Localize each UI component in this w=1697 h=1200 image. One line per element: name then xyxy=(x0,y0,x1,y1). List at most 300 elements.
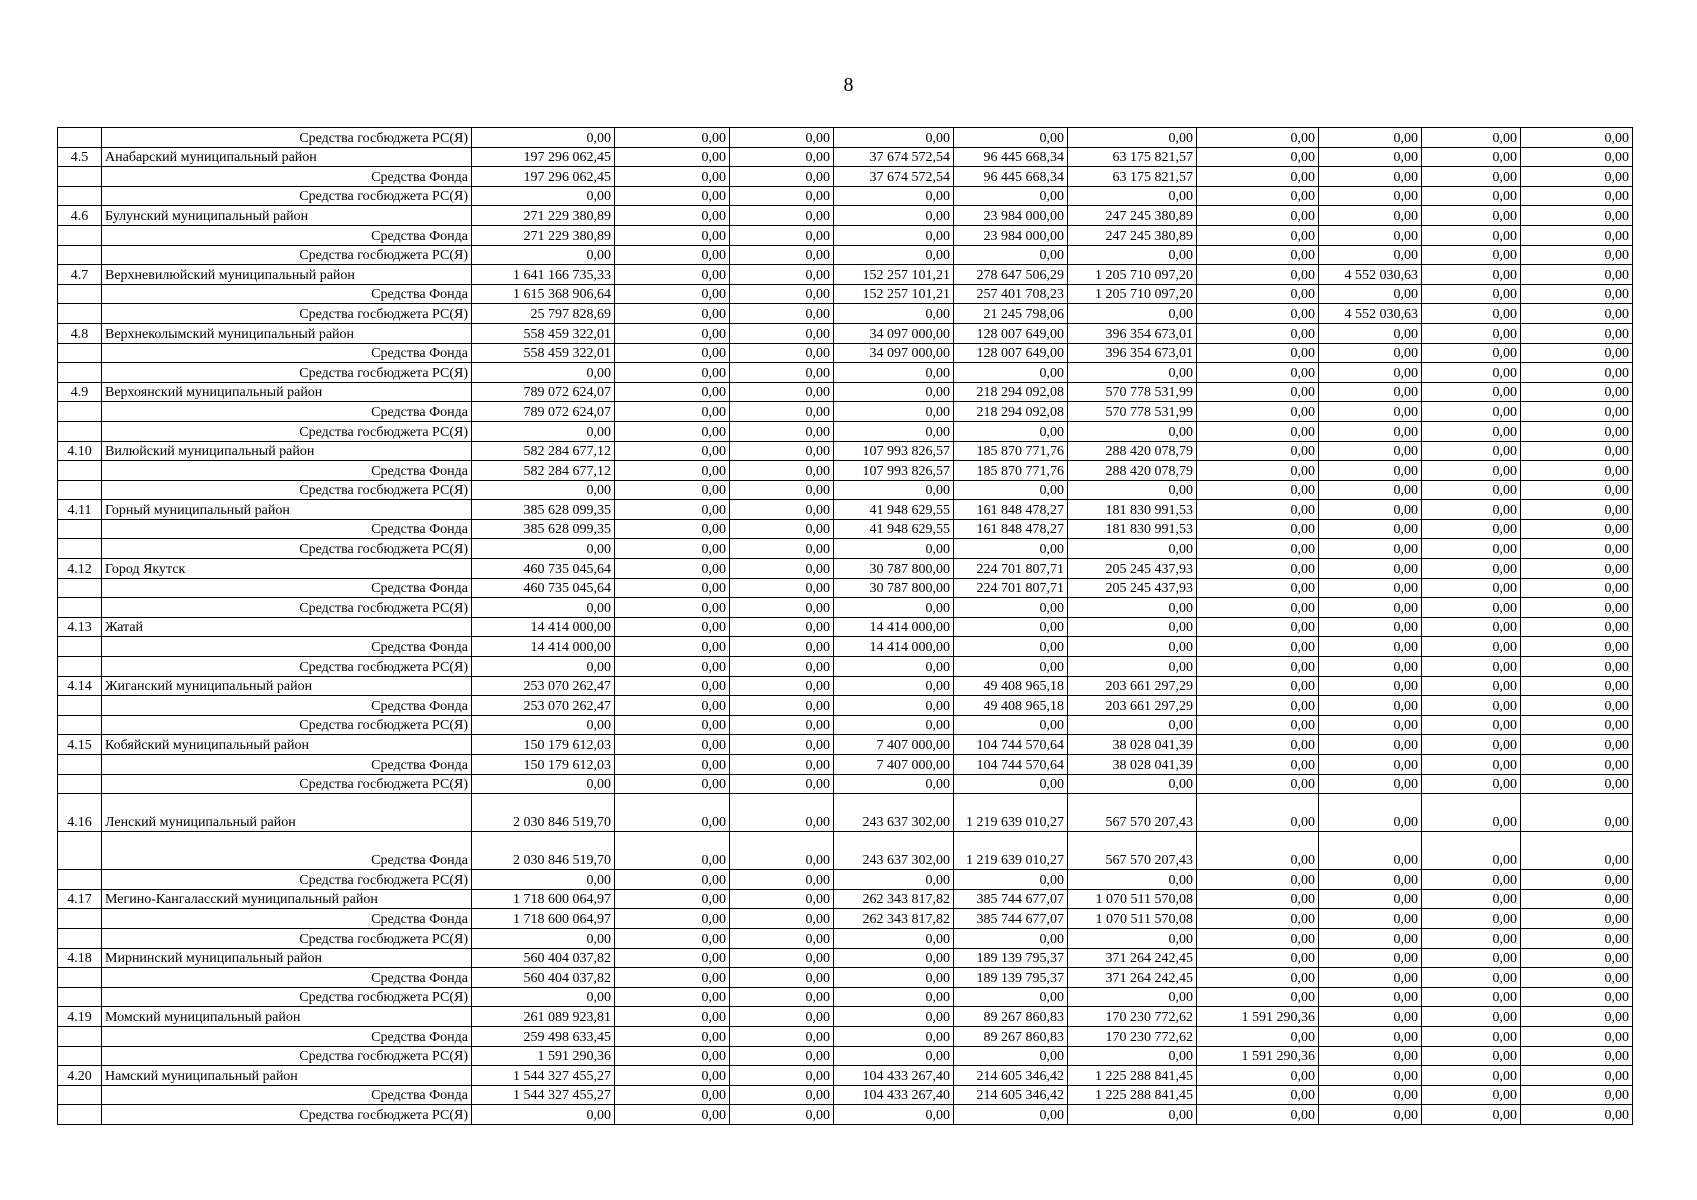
amount-cell: 0,00 xyxy=(1319,696,1422,716)
amount-cell: 0,00 xyxy=(1319,421,1422,441)
amount-cell: 0,00 xyxy=(1319,363,1422,383)
funding-source-name: Средства госбюджета РС(Я) xyxy=(102,304,472,324)
amount-cell: 0,00 xyxy=(1197,186,1319,206)
amount-cell: 0,00 xyxy=(1319,147,1422,167)
amount-cell: 0,00 xyxy=(1197,1085,1319,1105)
amount-cell: 0,00 xyxy=(1068,617,1197,637)
amount-cell: 0,00 xyxy=(615,735,730,755)
amount-cell: 0,00 xyxy=(615,755,730,775)
funding-source-name: Средства госбюджета РС(Я) xyxy=(102,539,472,559)
row-index: 4.11 xyxy=(58,500,102,520)
funding-source-name: Средства Фонда xyxy=(102,832,472,870)
amount-cell: 0,00 xyxy=(615,1105,730,1125)
amount-cell: 0,00 xyxy=(730,186,834,206)
amount-cell: 0,00 xyxy=(472,774,615,794)
amount-cell: 0,00 xyxy=(1319,928,1422,948)
amount-cell: 0,00 xyxy=(615,715,730,735)
funding-source-name: Средства госбюджета РС(Я) xyxy=(102,774,472,794)
amount-cell: 0,00 xyxy=(1197,578,1319,598)
funding-source-name: Средства госбюджета РС(Я) xyxy=(102,421,472,441)
amount-cell: 0,00 xyxy=(834,1105,954,1125)
amount-cell: 0,00 xyxy=(1068,304,1197,324)
amount-cell: 214 605 346,42 xyxy=(954,1085,1068,1105)
row-index xyxy=(58,245,102,265)
amount-cell: 0,00 xyxy=(834,480,954,500)
funding-source-row xyxy=(58,402,1633,422)
funding-source-row xyxy=(58,421,1633,441)
amount-cell: 385 744 677,07 xyxy=(954,889,1068,909)
amount-cell: 128 007 649,00 xyxy=(954,323,1068,343)
amount-cell: 0,00 xyxy=(1068,480,1197,500)
amount-cell: 0,00 xyxy=(615,167,730,187)
amount-cell: 0,00 xyxy=(834,402,954,422)
amount-cell: 0,00 xyxy=(1319,245,1422,265)
amount-cell: 0,00 xyxy=(730,363,834,383)
amount-cell: 0,00 xyxy=(1319,637,1422,657)
funding-source-row xyxy=(58,480,1633,500)
row-index xyxy=(58,539,102,559)
district-row xyxy=(58,1066,1633,1086)
amount-cell: 0,00 xyxy=(730,1007,834,1027)
amount-cell: 0,00 xyxy=(834,696,954,716)
amount-cell: 0,00 xyxy=(1197,519,1319,539)
funding-source-name: Средства Фонда xyxy=(102,519,472,539)
amount-cell: 0,00 xyxy=(730,928,834,948)
district-name: Горный муниципальный район xyxy=(102,500,472,520)
amount-cell: 0,00 xyxy=(1319,598,1422,618)
amount-cell: 205 245 437,93 xyxy=(1068,559,1197,579)
amount-cell: 30 787 800,00 xyxy=(834,578,954,598)
amount-cell: 570 778 531,99 xyxy=(1068,402,1197,422)
row-index xyxy=(58,461,102,481)
amount-cell: 0,00 xyxy=(834,1046,954,1066)
district-row xyxy=(58,794,1633,832)
amount-cell: 0,00 xyxy=(1422,1066,1521,1086)
amount-cell: 271 229 380,89 xyxy=(472,225,615,245)
amount-cell: 0,00 xyxy=(615,500,730,520)
amount-cell: 63 175 821,57 xyxy=(1068,147,1197,167)
amount-cell: 0,00 xyxy=(1521,363,1633,383)
amount-cell: 253 070 262,47 xyxy=(472,696,615,716)
amount-cell: 0,00 xyxy=(1197,889,1319,909)
amount-cell: 0,00 xyxy=(1319,889,1422,909)
amount-cell: 0,00 xyxy=(615,284,730,304)
amount-cell: 0,00 xyxy=(730,480,834,500)
district-name: Верхоянский муниципальный район xyxy=(102,382,472,402)
amount-cell: 0,00 xyxy=(730,128,834,148)
amount-cell: 0,00 xyxy=(1521,578,1633,598)
amount-cell: 0,00 xyxy=(1319,128,1422,148)
amount-cell: 0,00 xyxy=(1197,735,1319,755)
funding-source-name: Средства Фонда xyxy=(102,402,472,422)
row-index xyxy=(58,598,102,618)
amount-cell: 0,00 xyxy=(834,128,954,148)
amount-cell: 0,00 xyxy=(1319,480,1422,500)
amount-cell: 104 433 267,40 xyxy=(834,1085,954,1105)
amount-cell: 0,00 xyxy=(1197,928,1319,948)
amount-cell: 0,00 xyxy=(1422,382,1521,402)
funding-source-row xyxy=(58,461,1633,481)
district-row xyxy=(58,265,1633,285)
amount-cell: 0,00 xyxy=(615,968,730,988)
amount-cell: 205 245 437,93 xyxy=(1068,578,1197,598)
amount-cell: 0,00 xyxy=(834,363,954,383)
amount-cell: 0,00 xyxy=(1422,832,1521,870)
funding-source-name: Средства Фонда xyxy=(102,1026,472,1046)
funding-source-row xyxy=(58,598,1633,618)
amount-cell: 560 404 037,82 xyxy=(472,968,615,988)
district-row xyxy=(58,323,1633,343)
amount-cell: 0,00 xyxy=(1521,928,1633,948)
amount-cell: 1 641 166 735,33 xyxy=(472,265,615,285)
amount-cell: 288 420 078,79 xyxy=(1068,461,1197,481)
row-index xyxy=(58,363,102,383)
amount-cell: 0,00 xyxy=(615,870,730,890)
amount-cell: 0,00 xyxy=(1319,167,1422,187)
amount-cell: 1 718 600 064,97 xyxy=(472,889,615,909)
district-row xyxy=(58,500,1633,520)
district-row xyxy=(58,441,1633,461)
amount-cell: 0,00 xyxy=(1521,421,1633,441)
district-name: Момский муниципальный район xyxy=(102,1007,472,1027)
amount-cell: 0,00 xyxy=(1197,617,1319,637)
amount-cell: 0,00 xyxy=(1521,870,1633,890)
amount-cell: 0,00 xyxy=(834,1026,954,1046)
funding-source-name: Средства Фонда xyxy=(102,578,472,598)
amount-cell: 0,00 xyxy=(730,774,834,794)
row-index xyxy=(58,657,102,677)
amount-cell: 0,00 xyxy=(730,715,834,735)
amount-cell: 0,00 xyxy=(1422,323,1521,343)
funding-source-row xyxy=(58,774,1633,794)
amount-cell: 0,00 xyxy=(954,987,1068,1007)
amount-cell: 0,00 xyxy=(954,1046,1068,1066)
amount-cell: 0,00 xyxy=(1319,909,1422,929)
amount-cell: 558 459 322,01 xyxy=(472,343,615,363)
amount-cell: 1 591 290,36 xyxy=(1197,1046,1319,1066)
amount-cell: 0,00 xyxy=(1422,245,1521,265)
amount-cell: 0,00 xyxy=(615,617,730,637)
amount-cell: 0,00 xyxy=(1521,206,1633,226)
amount-cell: 161 848 478,27 xyxy=(954,519,1068,539)
amount-cell: 0,00 xyxy=(730,500,834,520)
amount-cell: 0,00 xyxy=(1521,657,1633,677)
amount-cell: 1 591 290,36 xyxy=(1197,1007,1319,1027)
amount-cell: 0,00 xyxy=(1422,948,1521,968)
amount-cell: 0,00 xyxy=(954,245,1068,265)
funding-source-name: Средства госбюджета РС(Я) xyxy=(102,245,472,265)
district-row xyxy=(58,382,1633,402)
district-row xyxy=(58,206,1633,226)
amount-cell: 23 984 000,00 xyxy=(954,206,1068,226)
amount-cell: 203 661 297,29 xyxy=(1068,696,1197,716)
amount-cell: 185 870 771,76 xyxy=(954,441,1068,461)
amount-cell: 0,00 xyxy=(615,1066,730,1086)
amount-cell: 0,00 xyxy=(1319,1026,1422,1046)
amount-cell: 0,00 xyxy=(1422,225,1521,245)
amount-cell: 0,00 xyxy=(730,559,834,579)
amount-cell: 0,00 xyxy=(1197,1026,1319,1046)
amount-cell: 0,00 xyxy=(1422,559,1521,579)
amount-cell: 218 294 092,08 xyxy=(954,382,1068,402)
amount-cell: 0,00 xyxy=(1197,559,1319,579)
amount-cell: 0,00 xyxy=(1197,363,1319,383)
amount-cell: 0,00 xyxy=(730,343,834,363)
funding-source-name: Средства госбюджета РС(Я) xyxy=(102,987,472,1007)
funding-source-name: Средства госбюджета РС(Я) xyxy=(102,598,472,618)
amount-cell: 34 097 000,00 xyxy=(834,323,954,343)
district-name: Верхневилюйский муниципальный район xyxy=(102,265,472,285)
funding-source-row xyxy=(58,128,1633,148)
amount-cell: 0,00 xyxy=(1197,441,1319,461)
amount-cell: 49 408 965,18 xyxy=(954,676,1068,696)
amount-cell: 0,00 xyxy=(954,870,1068,890)
amount-cell: 558 459 322,01 xyxy=(472,323,615,343)
amount-cell: 2 030 846 519,70 xyxy=(472,832,615,870)
amount-cell: 0,00 xyxy=(472,928,615,948)
district-row xyxy=(58,948,1633,968)
amount-cell: 0,00 xyxy=(1197,480,1319,500)
amount-cell: 0,00 xyxy=(1197,755,1319,775)
amount-cell: 0,00 xyxy=(954,774,1068,794)
amount-cell: 0,00 xyxy=(730,323,834,343)
amount-cell: 0,00 xyxy=(615,1007,730,1027)
amount-cell: 1 544 327 455,27 xyxy=(472,1066,615,1086)
amount-cell: 0,00 xyxy=(1319,1046,1422,1066)
amount-cell: 789 072 624,07 xyxy=(472,402,615,422)
amount-cell: 38 028 041,39 xyxy=(1068,735,1197,755)
amount-cell: 0,00 xyxy=(615,304,730,324)
district-name: Вилюйский муниципальный район xyxy=(102,441,472,461)
amount-cell: 0,00 xyxy=(834,968,954,988)
district-name: Мирнинский муниципальный район xyxy=(102,948,472,968)
amount-cell: 0,00 xyxy=(1422,1026,1521,1046)
amount-cell: 0,00 xyxy=(615,832,730,870)
amount-cell: 0,00 xyxy=(1521,755,1633,775)
amount-cell: 0,00 xyxy=(1197,1105,1319,1125)
amount-cell: 197 296 062,45 xyxy=(472,167,615,187)
amount-cell: 0,00 xyxy=(1319,539,1422,559)
amount-cell: 0,00 xyxy=(1521,1105,1633,1125)
amount-cell: 0,00 xyxy=(730,794,834,832)
amount-cell: 0,00 xyxy=(1068,637,1197,657)
amount-cell: 789 072 624,07 xyxy=(472,382,615,402)
amount-cell: 247 245 380,89 xyxy=(1068,206,1197,226)
row-index xyxy=(58,1085,102,1105)
amount-cell: 0,00 xyxy=(1521,500,1633,520)
funding-source-name: Средства госбюджета РС(Я) xyxy=(102,480,472,500)
amount-cell: 0,00 xyxy=(1068,186,1197,206)
amount-cell: 0,00 xyxy=(1422,1105,1521,1125)
amount-cell: 0,00 xyxy=(834,774,954,794)
amount-cell: 107 993 826,57 xyxy=(834,441,954,461)
amount-cell: 0,00 xyxy=(1422,928,1521,948)
amount-cell: 0,00 xyxy=(1319,794,1422,832)
amount-cell: 0,00 xyxy=(615,559,730,579)
amount-cell: 38 028 041,39 xyxy=(1068,755,1197,775)
row-index: 4.6 xyxy=(58,206,102,226)
amount-cell: 371 264 242,45 xyxy=(1068,948,1197,968)
amount-cell: 0,00 xyxy=(730,1066,834,1086)
budget-table xyxy=(57,127,1633,1125)
amount-cell: 224 701 807,71 xyxy=(954,578,1068,598)
amount-cell: 0,00 xyxy=(834,1007,954,1027)
amount-cell: 0,00 xyxy=(1521,1046,1633,1066)
amount-cell: 0,00 xyxy=(1422,402,1521,422)
amount-cell: 0,00 xyxy=(1319,461,1422,481)
amount-cell: 0,00 xyxy=(730,421,834,441)
row-index xyxy=(58,128,102,148)
amount-cell: 0,00 xyxy=(1521,480,1633,500)
amount-cell: 0,00 xyxy=(1197,265,1319,285)
amount-cell: 0,00 xyxy=(1068,1105,1197,1125)
funding-source-name: Средства госбюджета РС(Я) xyxy=(102,657,472,677)
row-index xyxy=(58,909,102,929)
amount-cell: 0,00 xyxy=(1068,245,1197,265)
amount-cell: 1 070 511 570,08 xyxy=(1068,909,1197,929)
amount-cell: 0,00 xyxy=(954,598,1068,618)
amount-cell: 385 628 099,35 xyxy=(472,500,615,520)
district-name: Намский муниципальный район xyxy=(102,1066,472,1086)
amount-cell: 0,00 xyxy=(1422,598,1521,618)
amount-cell: 0,00 xyxy=(1068,1046,1197,1066)
amount-cell: 0,00 xyxy=(615,1085,730,1105)
amount-cell: 0,00 xyxy=(1422,206,1521,226)
amount-cell: 14 414 000,00 xyxy=(834,637,954,657)
row-index xyxy=(58,1046,102,1066)
amount-cell: 0,00 xyxy=(472,987,615,1007)
amount-cell: 0,00 xyxy=(1521,461,1633,481)
amount-cell: 271 229 380,89 xyxy=(472,206,615,226)
district-name: Ленский муниципальный район xyxy=(102,794,472,832)
amount-cell: 0,00 xyxy=(1197,987,1319,1007)
row-index xyxy=(58,987,102,1007)
amount-cell: 0,00 xyxy=(1422,909,1521,929)
funding-source-row xyxy=(58,519,1633,539)
amount-cell: 0,00 xyxy=(1422,1046,1521,1066)
amount-cell: 0,00 xyxy=(472,870,615,890)
district-row xyxy=(58,617,1633,637)
amount-cell: 0,00 xyxy=(615,421,730,441)
amount-cell: 0,00 xyxy=(472,657,615,677)
amount-cell: 0,00 xyxy=(1197,206,1319,226)
amount-cell: 104 433 267,40 xyxy=(834,1066,954,1086)
amount-cell: 0,00 xyxy=(730,245,834,265)
amount-cell: 0,00 xyxy=(1068,363,1197,383)
row-index: 4.14 xyxy=(58,676,102,696)
amount-cell: 0,00 xyxy=(1319,948,1422,968)
amount-cell: 96 445 668,34 xyxy=(954,147,1068,167)
amount-cell: 0,00 xyxy=(1319,968,1422,988)
amount-cell: 0,00 xyxy=(615,676,730,696)
amount-cell: 0,00 xyxy=(1319,519,1422,539)
amount-cell: 0,00 xyxy=(1068,657,1197,677)
amount-cell: 0,00 xyxy=(1319,715,1422,735)
amount-cell: 0,00 xyxy=(615,225,730,245)
amount-cell: 0,00 xyxy=(615,128,730,148)
district-name: Анабарский муниципальный район xyxy=(102,147,472,167)
amount-cell: 7 407 000,00 xyxy=(834,735,954,755)
amount-cell: 0,00 xyxy=(615,578,730,598)
amount-cell: 460 735 045,64 xyxy=(472,578,615,598)
amount-cell: 0,00 xyxy=(730,1105,834,1125)
amount-cell: 0,00 xyxy=(472,480,615,500)
amount-cell: 0,00 xyxy=(1197,402,1319,422)
row-index xyxy=(58,578,102,598)
amount-cell: 0,00 xyxy=(730,832,834,870)
amount-cell: 0,00 xyxy=(1197,167,1319,187)
amount-cell: 34 097 000,00 xyxy=(834,343,954,363)
amount-cell: 0,00 xyxy=(1422,657,1521,677)
amount-cell: 0,00 xyxy=(1521,889,1633,909)
amount-cell: 0,00 xyxy=(834,304,954,324)
funding-source-name: Средства госбюджета РС(Я) xyxy=(102,870,472,890)
funding-source-row xyxy=(58,578,1633,598)
amount-cell: 0,00 xyxy=(615,480,730,500)
funding-source-row xyxy=(58,870,1633,890)
amount-cell: 261 089 923,81 xyxy=(472,1007,615,1027)
amount-cell: 1 718 600 064,97 xyxy=(472,909,615,929)
amount-cell: 385 628 099,35 xyxy=(472,519,615,539)
row-index xyxy=(58,284,102,304)
amount-cell: 0,00 xyxy=(1521,715,1633,735)
amount-cell: 259 498 633,45 xyxy=(472,1026,615,1046)
amount-cell: 0,00 xyxy=(730,382,834,402)
row-index xyxy=(58,832,102,870)
amount-cell: 0,00 xyxy=(615,598,730,618)
amount-cell: 0,00 xyxy=(1422,147,1521,167)
amount-cell: 1 219 639 010,27 xyxy=(954,794,1068,832)
amount-cell: 107 993 826,57 xyxy=(834,461,954,481)
amount-cell: 0,00 xyxy=(730,304,834,324)
amount-cell: 4 552 030,63 xyxy=(1319,304,1422,324)
amount-cell: 0,00 xyxy=(1068,539,1197,559)
amount-cell: 0,00 xyxy=(1068,128,1197,148)
amount-cell: 0,00 xyxy=(1422,774,1521,794)
funding-source-name: Средства Фонда xyxy=(102,461,472,481)
funding-source-name: Средства Фонда xyxy=(102,343,472,363)
amount-cell: 0,00 xyxy=(1319,402,1422,422)
amount-cell: 0,00 xyxy=(954,480,1068,500)
amount-cell: 0,00 xyxy=(1197,696,1319,716)
funding-source-row xyxy=(58,186,1633,206)
row-index xyxy=(58,696,102,716)
funding-source-name: Средства госбюджета РС(Я) xyxy=(102,1105,472,1125)
page-number: 8 xyxy=(843,74,854,96)
district-row xyxy=(58,735,1633,755)
amount-cell: 0,00 xyxy=(1319,735,1422,755)
amount-cell: 0,00 xyxy=(730,755,834,775)
amount-cell: 0,00 xyxy=(730,889,834,909)
row-index xyxy=(58,343,102,363)
amount-cell: 0,00 xyxy=(1197,598,1319,618)
amount-cell: 218 294 092,08 xyxy=(954,402,1068,422)
amount-cell: 0,00 xyxy=(730,948,834,968)
amount-cell: 0,00 xyxy=(1422,617,1521,637)
funding-source-name: Средства Фонда xyxy=(102,968,472,988)
amount-cell: 0,00 xyxy=(954,617,1068,637)
amount-cell: 396 354 673,01 xyxy=(1068,343,1197,363)
amount-cell: 152 257 101,21 xyxy=(834,284,954,304)
amount-cell: 0,00 xyxy=(1521,186,1633,206)
amount-cell: 37 674 572,54 xyxy=(834,147,954,167)
amount-cell: 49 408 965,18 xyxy=(954,696,1068,716)
amount-cell: 0,00 xyxy=(615,323,730,343)
amount-cell: 41 948 629,55 xyxy=(834,500,954,520)
amount-cell: 0,00 xyxy=(1521,1066,1633,1086)
amount-cell: 14 414 000,00 xyxy=(472,617,615,637)
funding-source-name: Средства госбюджета РС(Я) xyxy=(102,363,472,383)
